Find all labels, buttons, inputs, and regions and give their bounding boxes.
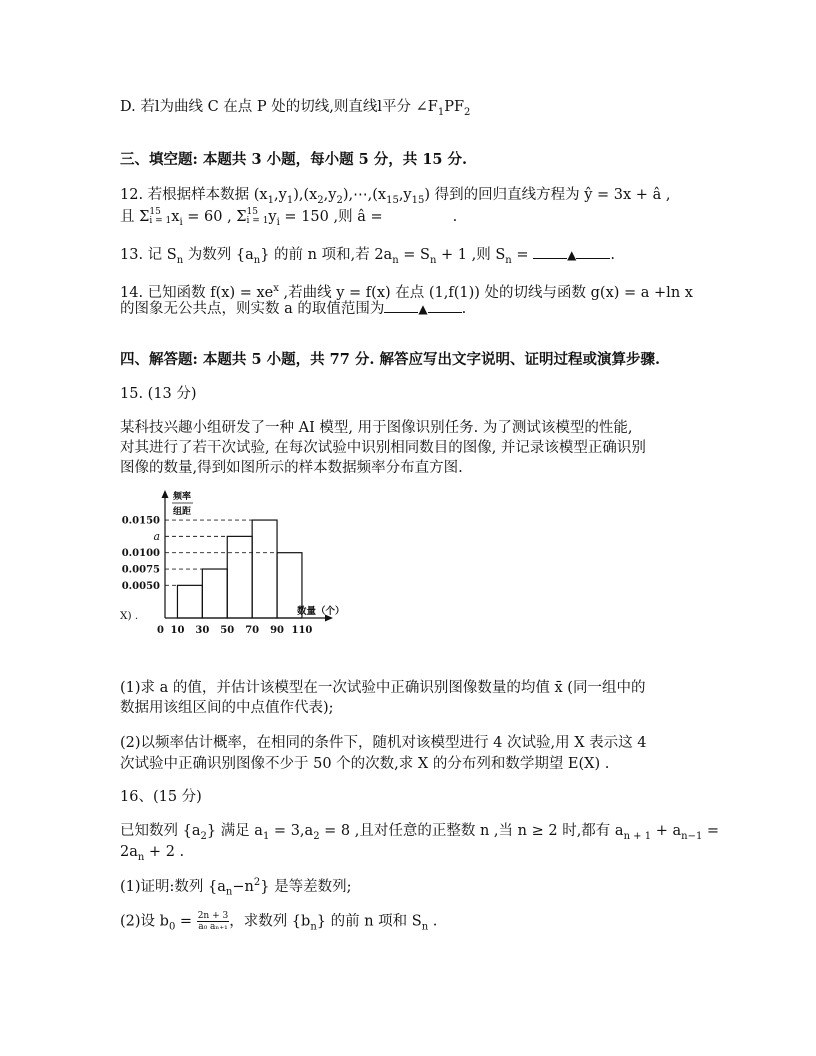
histogram-bar — [202, 569, 227, 618]
line-l-symbol: l — [154, 99, 160, 115]
y-axis-label-bottom: 组距 — [173, 507, 192, 517]
subscript: n — [421, 921, 429, 933]
text: 13. 记 S — [120, 247, 177, 263]
text: −n — [232, 878, 254, 895]
text: ),(x — [293, 187, 318, 203]
y-tick-label: 0.0075 — [121, 564, 160, 576]
subscript: 2 — [200, 830, 207, 842]
text: . — [452, 209, 458, 225]
text: ,y — [274, 187, 287, 203]
text: (1)证明:数列 {a — [120, 878, 226, 895]
subscript: 2 — [317, 194, 324, 206]
text: + a — [651, 823, 682, 839]
text: + 2 . — [144, 844, 185, 860]
answer-blank — [533, 246, 567, 259]
triangle-marker-icon: ▲ — [567, 248, 577, 262]
subscript: n + 1 — [623, 830, 652, 842]
q14-line1 — [120, 280, 693, 302]
subscript: i — [179, 216, 183, 228]
subscript: 0 — [168, 921, 176, 933]
subscript: 2 — [336, 194, 343, 206]
text: ，求数列 {b — [229, 913, 311, 930]
fraction — [197, 911, 230, 932]
text: x — [171, 209, 180, 225]
answer-blank — [576, 246, 610, 259]
q15-para-3: 图像的数量,得到如图所示的样本数据频率分布直方图. — [120, 460, 463, 476]
q15-sub2-line1: (2)以频率估计概率，在相同的条件下，随机对该模型进行 4 次试验,用 X 表示这 4 — [120, 735, 647, 751]
x-tick-label: 70 — [245, 625, 260, 636]
text: = 150 ,则 â = — [279, 209, 383, 225]
text: ,若曲线 y = f(x) 在点 (1,f(1)) 处的切线与函数 g(x) = a +ln x — [278, 284, 693, 301]
option-d-pf: PF — [444, 99, 465, 115]
fraction-numerator: 2n + 3 — [197, 911, 229, 921]
q16-line2 — [120, 843, 184, 867]
subscript: n — [225, 886, 233, 898]
text: y — [268, 209, 277, 225]
subscript: 1 — [437, 106, 445, 118]
text: ),⋯,(x — [342, 187, 387, 203]
text: 12. 若根据样本数据 (x — [120, 187, 268, 203]
q16-sub2 — [120, 911, 437, 936]
text: = — [702, 823, 720, 839]
text: . — [461, 301, 467, 317]
q16-sub1 — [120, 874, 351, 902]
q16-line1 — [120, 822, 719, 846]
text: = S — [398, 247, 430, 263]
text: ) 得到的回归直线方程为 ŷ = 3x + â , — [424, 187, 671, 203]
q15-sub1-line1: (1)求 a 的值，并估计该模型在一次试验中正确识别图像数量的均值 x̄ (同一组中的 — [120, 680, 646, 696]
text: } 满足 a — [206, 823, 263, 839]
y-tick-label: 0.0050 — [121, 580, 160, 592]
text: } 的前 n 项和 S — [316, 913, 422, 930]
text: = 3,a — [269, 823, 314, 839]
q15-para-1: 某科技兴趣小组研发了一种 AI 模型, 用于图像识别任务. 为了测试该模型的性能, — [120, 420, 633, 436]
q14-line2 — [120, 300, 466, 318]
option-d-suffix: 平分 ∠F — [382, 99, 438, 115]
q12-line1 — [120, 186, 670, 210]
subscript: 15 — [411, 194, 425, 206]
q15-para-2: 对其进行了若干次试验, 在每次试验中识别相同数目的图像, 并记录该模型正确识别 — [120, 440, 646, 456]
histogram-bar — [227, 536, 252, 618]
subscript: i = 1 — [149, 216, 172, 226]
subscript: n — [176, 254, 184, 266]
text: = 8 ,且对任意的正整数 n ,当 n ≥ 2 时,都有 a — [319, 823, 624, 839]
subscript: n — [137, 851, 145, 863]
superscript: x — [273, 283, 279, 294]
text: } 的前 n 项和,若 2a — [260, 247, 393, 263]
line-l-symbol: l — [377, 99, 383, 115]
subscript: 15 — [386, 194, 399, 206]
subscript: i — [276, 216, 280, 228]
subscript: i = 1 — [246, 216, 269, 226]
subscript: n — [253, 254, 261, 266]
text: + 1 ,则 S — [436, 247, 506, 263]
subscript: 1 — [262, 830, 270, 842]
text: 且 Σ — [120, 209, 150, 225]
superscript: 15 — [149, 207, 161, 217]
x-tick-label: 90 — [270, 625, 285, 636]
text: (2)设 b — [120, 913, 169, 930]
subscript: 2 — [464, 106, 471, 118]
x-tick-label: 50 — [220, 625, 235, 636]
text: 2a — [120, 844, 138, 860]
x-tick-label: 110 — [291, 625, 313, 636]
frequency-histogram — [112, 488, 372, 636]
text: . — [610, 247, 615, 263]
y-tick-label: a — [153, 529, 160, 543]
histogram-bar — [177, 585, 202, 618]
section-3-title: 三、填空题: 本题共 3 小题，每小题 5 分，共 15 分. — [120, 151, 468, 168]
q15-header: 15. (13 分) — [120, 386, 197, 402]
option-d — [120, 98, 470, 122]
answer-blank — [428, 300, 462, 313]
subscript: n — [392, 254, 399, 266]
text: = — [175, 913, 193, 930]
superscript: 15 — [246, 207, 258, 217]
q13 — [120, 246, 615, 270]
subscript: n — [310, 921, 317, 933]
text: = — [511, 247, 529, 263]
q16-header: 16、(15 分) — [120, 789, 202, 805]
y-tick-label: 0.0150 — [121, 515, 160, 527]
subscript: 2 — [313, 830, 320, 842]
text: ,y — [323, 187, 337, 203]
subscript: n — [429, 254, 437, 266]
x-tick-label: 10 — [170, 625, 185, 636]
text: 14. 已知函数 f(x) = xe — [120, 284, 274, 301]
section-4-title: 四、解答题: 本题共 5 小题，共 77 分. 解答应写出文字说明、证明过程或演算步骤. — [120, 351, 661, 368]
histogram-bar — [252, 520, 277, 618]
x-tick-label: 30 — [195, 625, 210, 636]
subscript: 1 — [267, 194, 274, 206]
text: = 60 , Σ — [182, 209, 247, 225]
text: ,y — [398, 187, 412, 203]
origin-label: 0 — [157, 625, 164, 636]
q15-sub1-line2: 数据用该组区间的中点值作代表); — [120, 700, 334, 716]
triangle-marker-icon: ▲ — [418, 302, 428, 316]
option-d-prefix: D. 若 — [120, 99, 155, 115]
subscript: n — [505, 254, 512, 266]
answer-blank — [384, 300, 418, 313]
q12-line2 — [120, 208, 457, 232]
y-axis-arrow-icon — [162, 490, 169, 498]
x-axis-label: 数量（个） — [296, 606, 345, 617]
y-tick-label: 0.0100 — [121, 548, 160, 560]
text: } 是等差数列; — [260, 878, 352, 895]
y-axis-label-top: 频率 — [173, 492, 192, 502]
q15-sub2-line2: 次试验中正确识别图像不少于 50 个的次数,求 X 的分布列和数学期望 E(X) . — [120, 756, 610, 772]
option-d-mid: 为曲线 C 在点 P 处的切线,则直线 — [159, 99, 378, 115]
fraction-denominator: a₀ aₙ₊₁ — [198, 922, 228, 932]
superscript: 2 — [253, 877, 261, 888]
text: 的图象无公共点，则实数 a 的取值范围为 — [120, 301, 385, 317]
text: 已知数列 {a — [120, 823, 201, 839]
subscript: n−1 — [681, 830, 703, 842]
text: 为数列 {a — [183, 247, 254, 263]
text: . — [428, 913, 438, 930]
subscript: 1 — [286, 194, 294, 206]
side-text-fragment: X) . — [120, 610, 139, 622]
